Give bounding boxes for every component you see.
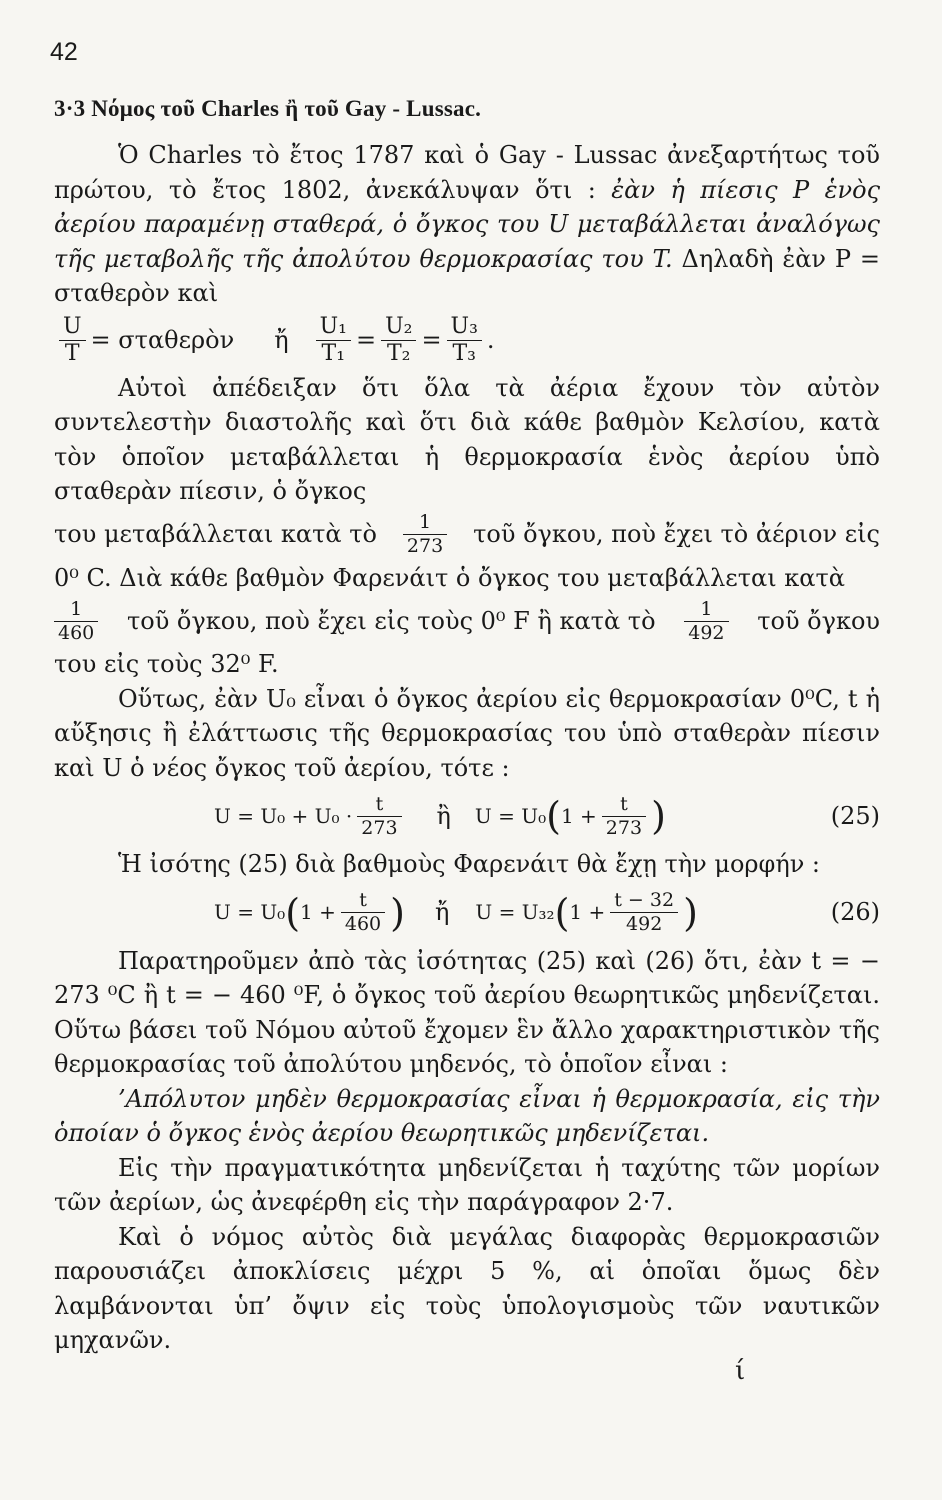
right-paren: ) bbox=[651, 794, 666, 838]
left-paren: ( bbox=[285, 890, 301, 935]
denominator: 492 bbox=[688, 621, 725, 644]
fraction-u1-t1 bbox=[316, 316, 351, 365]
italic-law-statement: ἐὰν ἡ πίεσις P ἑνὸς ἀερίου παραμένῃ σταθερά, ὁ ὄγκος του U μεταβάλλεται ἀναλόγως τῆς μεταβολῆς τῆς ἀπολύτου θερμοκρασίας του T. bbox=[54, 175, 881, 273]
section-number: 3·3 bbox=[54, 96, 86, 121]
fraction-u3-t3 bbox=[447, 316, 482, 365]
or-word: ἢ bbox=[436, 801, 451, 830]
line-fahrenheit: 0⁰ C. Διὰ κάθε βαθμὸν Φαρενάιτ ὁ ὄγκος του μεταβάλλεται κατὰ bbox=[54, 563, 845, 592]
page-number: 42 bbox=[50, 38, 78, 66]
numerator: 1 bbox=[70, 597, 83, 620]
equation-text: 1 + bbox=[300, 900, 336, 925]
numerator: U₂ bbox=[385, 314, 413, 339]
line-text: τοῦ ὄγκου, ποὺ ἔχει τὸ ἀέριον εἰς bbox=[473, 520, 880, 549]
denominator: T₁ bbox=[321, 341, 346, 366]
fraction-t-273-b bbox=[602, 792, 646, 839]
denominator: 460 bbox=[58, 621, 95, 644]
paragraph-text: Δηλαδὴ ἐὰν P = σταθερὸν καὶ bbox=[54, 244, 880, 307]
fraction-1-273 bbox=[403, 513, 447, 556]
numerator: t − 32 bbox=[614, 889, 675, 911]
equation-text: U = U₀ bbox=[214, 900, 286, 925]
denominator: 460 bbox=[344, 913, 382, 935]
paragraph-absolute-zero: Παρατηροῦμεν ἀπὸ τὰς ἰσότητας (25) καὶ (26) ὅτι, ἐὰν t = − 273 ⁰C ἢ t = − 460 ⁰F, ὁ ὄγκος τοῦ ἀερίου θεωρητικῶς μηδενίζεται. Οὕτω βάσει τοῦ Νόμου αὐτοῦ ἔχομεν ἓν ἄλλο χαρακτηριστικὸν τῆς θερμοκρασίας τοῦ ἀπολύτου μηδενός, τὸ ὁποῖον εἶναι : bbox=[54, 946, 880, 1078]
fraction-1-460 bbox=[54, 597, 98, 644]
paragraph-text: Αὐτοὶ ἀπέδειξαν ὅτι ὅλα τὰ ἀέρια ἔχουν τὸν αὐτὸν συντελεστὴν διαστολῆς καὶ ὅτι διὰ κάθε βαθμὸν Κελσίου, κατὰ τὸν ὁποῖον μεταβάλλεται ἡ θερμοκρασία ἑνὸς ἀερίου ὑπὸ σταθερὰν πίεσιν, ὁ ὄγκος bbox=[54, 373, 880, 505]
equals-sign: = bbox=[355, 326, 377, 355]
section-title: Νόμος τοῦ Charles ἢ τοῦ Gay - Lussac. bbox=[91, 96, 482, 121]
section-heading bbox=[54, 96, 481, 122]
fraction-1-492 bbox=[684, 597, 728, 644]
page-body bbox=[54, 138, 880, 1358]
line-text: του μεταβάλλεται κατὰ τὸ bbox=[54, 520, 377, 549]
equation-text: = σταθερὸν bbox=[90, 326, 235, 355]
fraction-u2-t2 bbox=[381, 316, 416, 365]
period: . bbox=[486, 326, 495, 355]
equation-25 bbox=[54, 785, 880, 847]
fraction-t-273 bbox=[357, 792, 401, 839]
denominator: T bbox=[64, 341, 80, 366]
numerator: U₁ bbox=[319, 314, 347, 339]
left-paren: ( bbox=[554, 890, 570, 935]
fraction-t-460 bbox=[341, 891, 385, 934]
line-text: τοῦ ὄγκου bbox=[757, 606, 880, 635]
equation-number-26: (26) bbox=[830, 898, 880, 927]
or-word: ἤ bbox=[434, 898, 450, 927]
equation-text: 1 + bbox=[569, 900, 606, 925]
paragraph-definition-italic: ’Απόλυτον μηδὲν θερμοκρασίας εἶναι ἡ θερμοκρασία, εἰς τὴν ὁποίαν ὁ ὄγκος ἑνὸς ἀερίου θεωρητικῶς μηδενίζεται. bbox=[54, 1084, 880, 1147]
numerator: 1 bbox=[700, 597, 713, 620]
equals-sign: = bbox=[421, 326, 442, 355]
line-32f: του εἰς τοὺς 32⁰ F. bbox=[54, 650, 279, 678]
fraction-t32-492 bbox=[610, 891, 678, 934]
equation-ratio bbox=[54, 311, 880, 371]
line-text: τοῦ ὄγκου, ποὺ ἔχει εἰς τοὺς 0⁰ F ἢ κατὰ τὸ bbox=[126, 606, 656, 635]
denominator: T₃ bbox=[452, 341, 476, 366]
denominator: T₂ bbox=[387, 341, 411, 366]
right-paren: ) bbox=[390, 890, 405, 935]
paragraph-definition: Οὕτως, ἐὰν U₀ εἶναι ὁ ὄγκος ἀερίου εἰς θερμοκρασίαν 0⁰C, t ἡ αὔξησις ἢ ἐλάττωσις τῆς θερμοκρασίας του ὑπὸ σταθερὰν πίεσιν καὶ U ὁ νέος ὄγκος τοῦ ἀερίου, τότε : bbox=[54, 684, 880, 782]
denominator: 492 bbox=[626, 913, 663, 935]
left-paren: ( bbox=[546, 794, 561, 838]
numerator: t bbox=[359, 889, 367, 911]
numerator: U₃ bbox=[450, 314, 478, 339]
equation-26 bbox=[54, 882, 880, 944]
paragraph-text: Ὁ Charles τὸ ἔτος 1787 καὶ ὁ Gay - Lussac ἀνεξαρτήτως τοῦ πρώτου, τὸ ἔτος 1802, ἀνεκάλυψαν ὅτι : bbox=[54, 141, 880, 204]
paragraph-fahrenheit-form: Ἡ ἰσότης (25) διὰ βαθμοὺς Φαρενάιτ θὰ ἔχῃ τὴν μορφήν : bbox=[118, 850, 821, 878]
numerator: t bbox=[375, 792, 384, 815]
paragraph-deviations: Καὶ ὁ νόμος αὐτὸς διὰ μεγάλας διαφορὰς θερμοκρασιῶν παρουσιάζει ἀποκλίσεις μέχρι 5 %, αἱ ὁποῖαι ὅμως δὲν λαμβάνονται ὑπ’ ὄψιν εἰς τοὺς ὑπολογισμοὺς τῶν ναυτικῶν μηχανῶν. bbox=[54, 1222, 880, 1354]
equation-number-25: (25) bbox=[830, 801, 880, 830]
equation-text: U = U₀ + U₀ · bbox=[214, 803, 353, 828]
paragraph-charles bbox=[54, 138, 880, 311]
or-word: ἤ bbox=[274, 326, 289, 355]
equation-text: U = U₀ bbox=[474, 803, 547, 828]
line-fraction-460-492 bbox=[54, 595, 880, 647]
paragraph-coefficient bbox=[54, 371, 880, 509]
denominator: 273 bbox=[406, 535, 444, 557]
equation-text: U = U₃₂ bbox=[475, 900, 555, 925]
denominator: 273 bbox=[605, 816, 643, 839]
right-paren: ) bbox=[683, 890, 698, 935]
fraction-u-t bbox=[59, 316, 86, 365]
paragraph-molecules: Εἰς τὴν πραγματικότητα μηδενίζεται ἡ ταχύτης τῶν μορίων τῶν ἀερίων, ὡς ἀνεφέρθη εἰς τὴν παράγραφον 2·7. bbox=[54, 1153, 880, 1216]
denominator: 273 bbox=[361, 816, 398, 839]
page-mark: ί bbox=[735, 1356, 746, 1386]
line-fraction-273 bbox=[54, 509, 880, 561]
numerator: t bbox=[620, 792, 628, 815]
equation-text: 1 + bbox=[560, 803, 597, 828]
numerator: U bbox=[63, 314, 82, 339]
numerator: 1 bbox=[419, 511, 432, 533]
